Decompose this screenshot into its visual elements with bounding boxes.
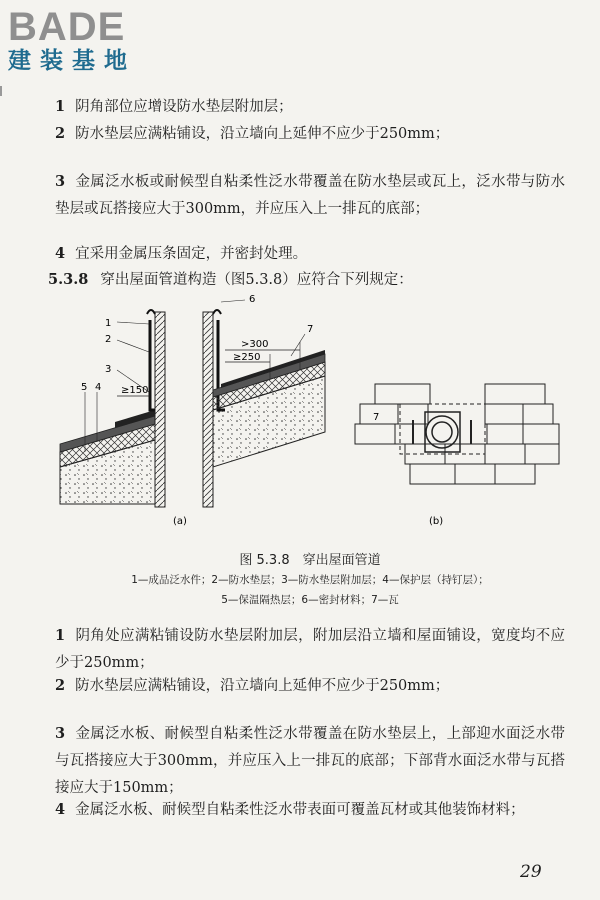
- clause-heading: [48, 266, 558, 294]
- callout-2: 2: [105, 334, 112, 345]
- logo-subtitle: 建装基地: [8, 48, 136, 74]
- list-item-bottom-2: [55, 672, 565, 700]
- item-number: 1: [55, 98, 66, 115]
- list-item-top-2: [55, 120, 565, 148]
- logo-brand: BADE: [8, 5, 126, 49]
- figure-caption-title: 图 5.3.8 穿出屋面管道: [239, 553, 381, 568]
- callout-4: 4: [95, 382, 102, 393]
- list-item-top-4: [55, 240, 565, 268]
- list-item-top-1: [55, 93, 565, 121]
- dim-150: ≥150: [121, 385, 149, 396]
- callout-7: 7: [307, 324, 314, 335]
- item-text: 防水垫层应满粘铺设，沿立墙向上延伸不应少于250mm；: [75, 126, 450, 142]
- callout-6: 6: [249, 294, 256, 305]
- callout-3: 3: [105, 364, 112, 375]
- item-text: 防水垫层应满粘铺设，沿立墙向上延伸不应少于250mm；: [75, 678, 450, 694]
- item-number: 1: [55, 627, 66, 644]
- clause-number: 5.3.8: [48, 271, 89, 288]
- item-text: 金属泛水板、耐候型自粘柔性泛水带表面可覆盖瓦材或其他装饰材料；: [75, 802, 525, 818]
- item-number: 2: [55, 677, 66, 694]
- item-number: 3: [55, 173, 66, 190]
- figure-5-3-8: [55, 292, 565, 538]
- label-b: (b): [429, 516, 444, 527]
- list-item-bottom-1: [55, 622, 565, 677]
- page-number: 29: [520, 862, 542, 882]
- callout-1: 1: [105, 318, 112, 329]
- dim-300: >300: [241, 339, 269, 350]
- margin-mark: [0, 86, 2, 96]
- detail-a: [60, 300, 325, 507]
- detail-b: [355, 384, 559, 484]
- clause-text: 穿出屋面管道构造（图5.3.8）应符合下列规定：: [100, 272, 413, 288]
- list-item-bottom-3: [55, 720, 565, 802]
- item-number: 4: [55, 801, 66, 818]
- item-text: 金属泛水板、耐候型自粘柔性泛水带覆盖在防水垫层上，上部迎水面泛水带与瓦搭接应大于300mm，并应压入上一排瓦的底部；下部背水面泛水带与瓦搭接应大于150mm；: [55, 726, 565, 796]
- callout-5: 5: [81, 382, 88, 393]
- item-text: 宜采用金属压条固定，并密封处理。: [75, 246, 308, 262]
- item-text: 阴角处应满粘铺设防水垫层附加层，附加层沿立墙和屋面铺设，宽度均不应少于250mm；: [55, 628, 565, 671]
- item-text: 金属泛水板或耐候型自粘柔性泛水带覆盖在防水垫层或瓦上，泛水带与防水垫层或瓦搭接应大于300mm，并应压入上一排瓦的底部；: [55, 174, 565, 217]
- label-a: (a): [173, 516, 187, 527]
- item-text: 阴角部位应增设防水垫层附加层；: [75, 99, 293, 115]
- list-item-top-3: [55, 168, 565, 223]
- figure-legend-line-2: 5—保温隔热层；6—密封材料；7—瓦: [221, 594, 399, 606]
- item-number: 2: [55, 125, 66, 142]
- callout-b-7: 7: [373, 412, 380, 423]
- figure-legend-line-1: 1—成品泛水件；2—防水垫层；3—防水垫层附加层；4—保护层（持钉层）；: [131, 574, 489, 586]
- logo: [8, 6, 178, 76]
- list-item-bottom-4: [55, 796, 565, 824]
- item-number: 3: [55, 725, 66, 742]
- item-number: 4: [55, 245, 66, 262]
- dim-250: ≥250: [233, 352, 261, 363]
